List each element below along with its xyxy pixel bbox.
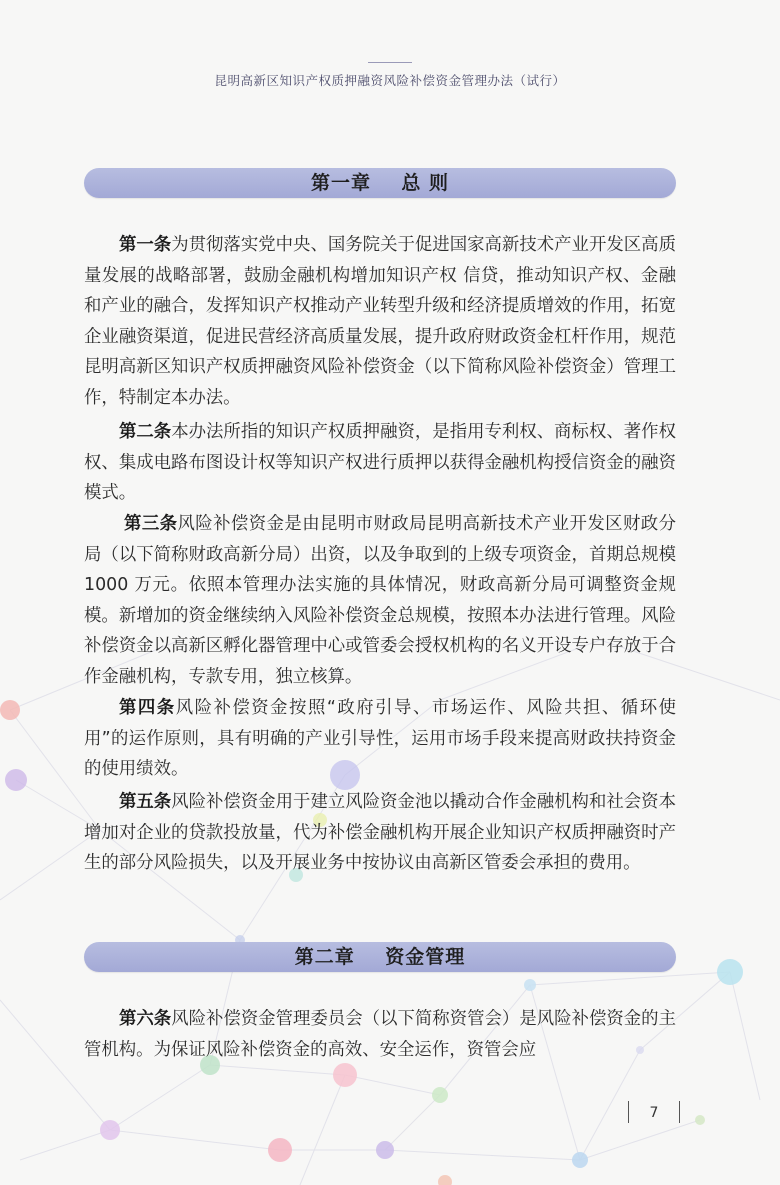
article-paragraph — [84, 230, 676, 413]
article-paragraph — [84, 787, 676, 879]
article-label: 第一条 — [119, 235, 172, 255]
article-paragraph — [84, 1004, 676, 1065]
chapter-title: 第一章 总 则 — [310, 172, 450, 194]
page-number: 7 — [649, 1105, 659, 1121]
article-text: 为贯彻落实党中央、国务院关于促进国家高新技术产业开发区高质量发展的战略部署，鼓励金融机构增加知识产权 信贷，推动知识产权、金融和产业的融合，发挥知识产权推动产业转型升级和经济提质增效的作用，拓宽企业融资渠道，促进民营经济高质量发展，提升政府财政资金杠杆作用，规范昆明高新区知识产权质押融资风险补偿资金（以下简称风险补偿资金）管理工作，特制定本办法。 — [84, 235, 676, 408]
article-text: 本办法所指的知识产权质押融资，是指用专利权、商标权、著作权权、集成电路布图设计权等知识产权进行质押以获得金融机构授信资金的融资模式。 — [84, 422, 676, 503]
article-label: 第二条 — [119, 422, 172, 442]
article-text: 风险补偿资金用于建立风险资金池以撬动合作金融机构和社会资本增加对企业的贷款投放量，代为补偿金融机构开展企业知识产权质押融资时产生的部分风险损失，以及开展业务中按协议由高新区管委会承担的费用。 — [84, 792, 676, 873]
article-text: 风险补偿资金按照“政府引导、市场运作、风险共担、循环使用”的运作原则，具有明确的产业引导性，运用市场手段来提高财政扶持资金的使用绩效。 — [84, 698, 676, 779]
article-label: 第五条 — [119, 792, 172, 812]
article-paragraph — [84, 417, 676, 509]
article-paragraph — [84, 509, 676, 692]
article-label: 第六条 — [119, 1009, 172, 1029]
article-label: 第三条 — [124, 514, 178, 534]
article-text: 风险补偿资金管理委员会（以下简称资管会）是风险补偿资金的主管机构。为保证风险补偿资金的高效、安全运作，资管会应 — [84, 1009, 676, 1060]
chapter-title: 第二章 资金管理 — [294, 946, 466, 968]
article-text: 风险补偿资金是由昆明市财政局昆明高新技术产业开发区财政分局（以下简称财政高新分局）出资，以及争取到的上级专项资金，首期总规模 1000 万元。依照本管理办法实施的具体情况，财政高新分局可调整资金规模。新增加的资金继续纳入风险补偿资金总规模，按照本办法进行管理。风险补偿资金以高新区孵化器管理中心或管委会授权机构的名义开设专户存放于合作金融机构，专款专用，独立核算。 — [84, 514, 676, 687]
article-label: 第四条 — [119, 698, 176, 718]
chapter-one-banner — [84, 168, 676, 198]
page-number-box — [628, 1101, 680, 1123]
chapter-two-banner — [84, 942, 676, 972]
header-rule — [368, 62, 412, 63]
running-header-title: 昆明高新区知识产权质押融资风险补偿资金管理办法（试行） — [214, 73, 566, 88]
article-paragraph — [84, 693, 676, 785]
